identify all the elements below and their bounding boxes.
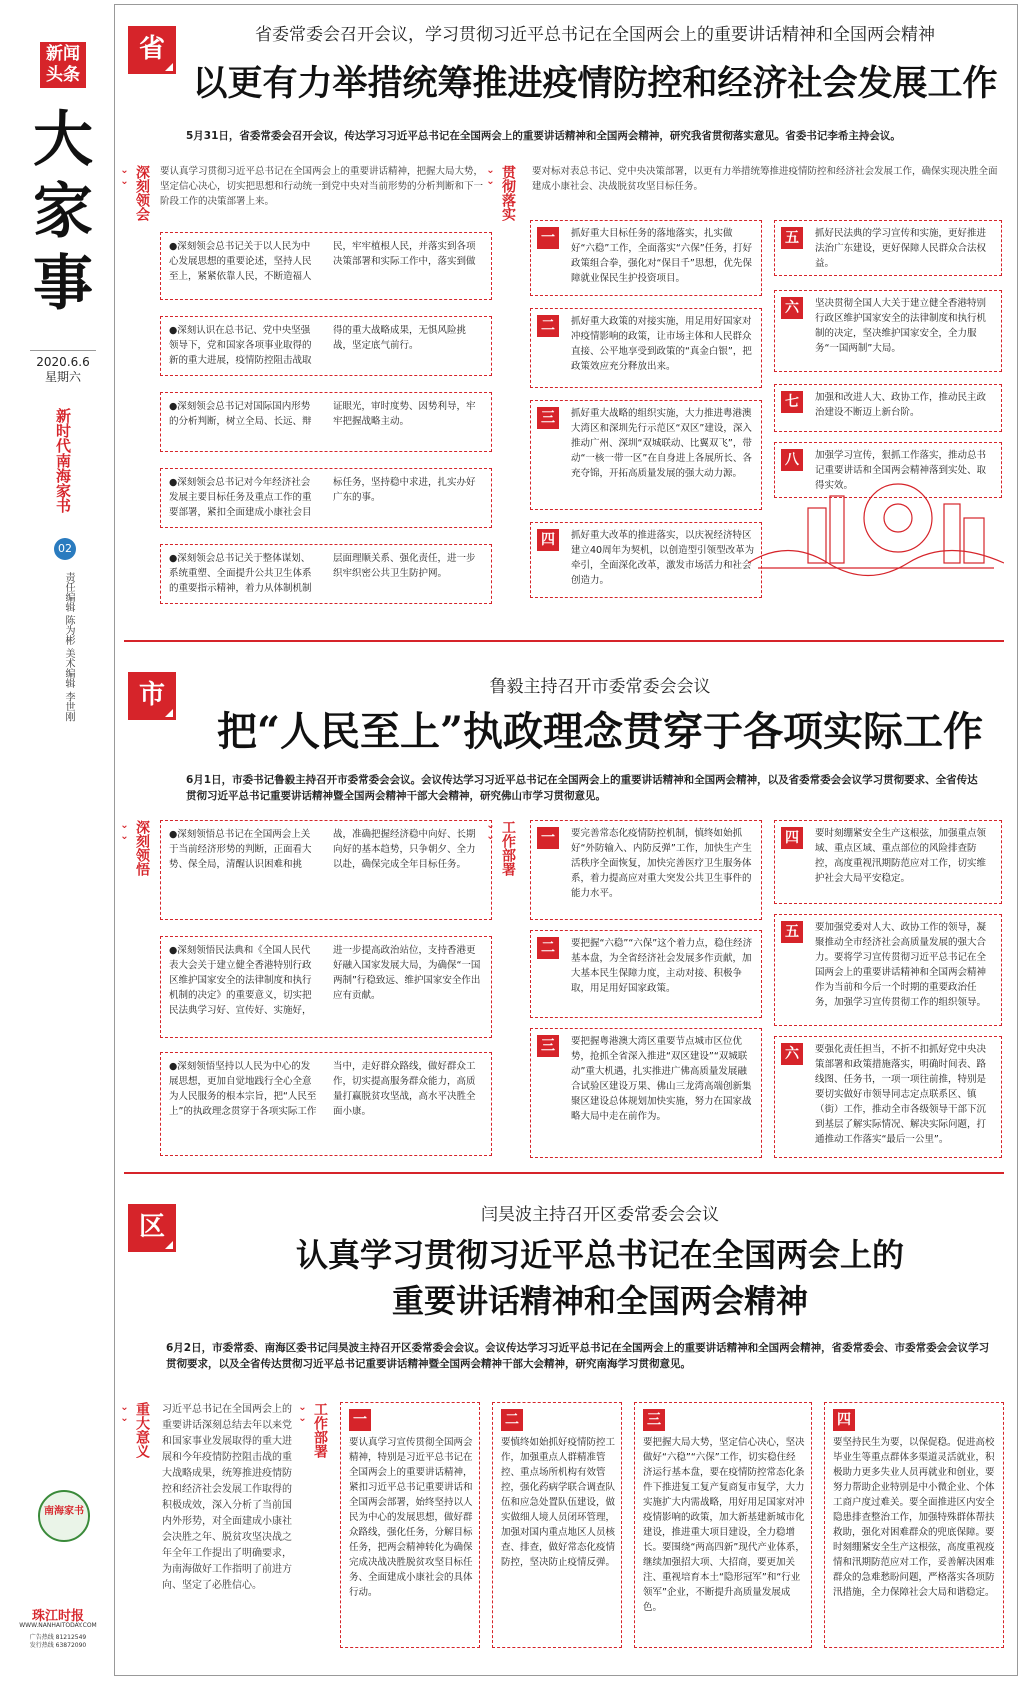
item-text: 要完善常态化疫情防控机制，慎终如始抓好“外防输入、内防反弹”工作，加快生产生活秩序全面恢复，加快完善医疗卫生服务体系，着力提高应对重大突发公共卫生事件的能力水平。 [571, 828, 752, 899]
s1-kicker: 省委常委会召开会议，学习贯彻习近平总书记在全国两会上的重要讲话精神和全国两会精神 [255, 25, 935, 45]
s1-item-5 [774, 220, 1002, 276]
s3-headline-line-2: 重要讲话精神和全国两会精神 [391, 1282, 808, 1320]
item-number: 四 [781, 827, 803, 849]
s2-item-3 [530, 1028, 762, 1158]
s3-left-label: 重大意义 ⌄⌄ [134, 1402, 150, 1458]
s1-right-label: 贯彻落实 ⌄⌄ [500, 165, 516, 221]
s1-item-2 [530, 308, 762, 388]
s3-kicker: 闫昊波主持召开区委常委会会议 [481, 1205, 719, 1225]
item-text: 抓好民法典的学习宣传和实施，更好推进法治广东建设，更好保障人民群众合法权益。 [815, 228, 987, 269]
province-tag: 省 [128, 26, 176, 74]
item-text: 要把握大局大势，坚定信心决心，坚决做好“六稳”“六保”工作，切实稳住经济运行基本盘，要在疫情防控常态化条件下推进复工复产复商复市复学，大力实施扩大内需战略，用好用足国家对冲疫情影响的政策，加大新基建新城市化建设，推进重大项目建设，全力稳增长。要围绕“两高四新”现代产业体系，继续加强招大项、大招商，要更加关注、重视培育本土“隐形冠军”和“行业领军”企业，不断提升高质量发展成色。 [643, 1437, 805, 1613]
item-number: 二 [537, 937, 559, 959]
distribution-hotline: 发行热线 63872090 [29, 1642, 87, 1649]
item-number: 四 [537, 529, 559, 551]
s1-item-1 [530, 220, 762, 296]
item-text: 要时刻绷紧安全生产这根弦，加强重点领域、重点区域、重点部位的风险排查防控，高度重视汛期防范应对工作，切实维护社会大局平安稳定。 [815, 828, 987, 884]
s1-item-3 [530, 400, 762, 510]
s1-left-box-4: ●深刻领会总书记对今年经济社会发展主要目标任务及重点工作的重要部署，紧扣全面建成小康社会目标任务，坚持稳中求进，扎实办好广东的事。 [160, 468, 492, 528]
s1-right-intro: 要对标对表总书记、党中央决策部署，以更有力举措统筹推进疫情防控和经济社会发展工作，确保实现决胜全面建成小康社会、决战脱贫攻坚目标任务。 [532, 166, 998, 192]
s3-item-4 [824, 1402, 1004, 1648]
newspaper-name: 珠江时报 [31, 1609, 84, 1624]
issue-date: 2020.6.6 [30, 350, 96, 369]
s2-item-6 [774, 1036, 1002, 1158]
s1-item-7 [774, 384, 1002, 432]
s2-item-1 [530, 820, 762, 920]
item-text: 要慎终如始抓好疫情防控工作，加强重点人群精准管控、重点场所机构有效管控，强化药病学联合调查队伍和应急处置队伍建设，做实做细人境人员闭环管理，加强对国内重点地区人员核查、排查，做好常态化疫情防控，坚决防止疫情反弹。 [501, 1437, 616, 1568]
s1-left-box-2: ●深刻认识在总书记、党中央坚强领导下，党和国家各项事业取得的新的重大进展，疫情防控阻击战取得的重大战略成果，无惧风险挑战，坚定底气前行。 [160, 316, 492, 376]
s1-lead: 5月31日，省委常委会召开会议，传达学习习近平总书记在全国两会上的重要讲话精神和全国两会精神，研究我省贯彻落实意见。省委书记李希主持会议。 [186, 130, 901, 142]
item-number: 一 [349, 1409, 371, 1431]
city-tag: 市 [128, 672, 176, 720]
item-text: 坚决贯彻全国人大关于建立健全香港特别行政区维护国家安全的法律制度和执行机制的决定，坚决维护国家安全，全力服务“一国两制”大局。 [815, 298, 987, 354]
s3-item-3 [634, 1402, 812, 1648]
section-divider [124, 640, 1004, 642]
section-divider [124, 1172, 1004, 1174]
item-text: 要强化责任担当，不折不扣抓好党中央决策部署和政策措施落实，明确时间表、路线图、任务书，一项一项往前推，特别是要切实做好市领导同志定点联系区、镇（街）工作，推动全市各级领导干部下沉到基层了解实际情况、解决实际问题，打通推动工作落实“最后一公里”。 [815, 1044, 987, 1145]
nanhai-letter-logo [38, 1490, 90, 1542]
s3-item-2 [492, 1402, 622, 1648]
item-number: 三 [537, 1035, 559, 1057]
item-text: 加强和改进人大、政协工作，推动民主政治建设不断迈上新台阶。 [815, 392, 987, 418]
ad-hotline: 广告热线 81212549 [29, 1634, 87, 1641]
s2-item-5 [774, 914, 1002, 1026]
column-name: 新时代南海家书 [54, 408, 72, 513]
s2-item-4 [774, 820, 1002, 904]
item-number: 二 [537, 315, 559, 337]
s3-right-label: 工作部署 ⌄⌄ [312, 1402, 328, 1458]
s3-headline-line-1: 认真学习贯彻习近平总书记在全国两会上的 [295, 1236, 904, 1274]
s1-headline: 以更有力举措统筹推进疫情防控和经济社会发展工作 [192, 63, 998, 104]
item-text: 要坚持民生为要，以保促稳。促进高校毕业生等重点群体多渠道灵活就业，积极助力更多失业人员再就业和创业，要努力帮助企业特别是中小微企业、个体工商户度过难关。要全面推进区内安全隐患排查整治工作，加强特殊群体帮扶救助，强化对困难群众的兜底保障。要时刻绷紧安全生产这根弦，高度重视疫情和汛期防范应对工作，妥善解决困难群众的急难愁盼问题，严格落实各项防汛措施，全力保障社会大局和谐稳定。 [833, 1437, 995, 1598]
item-text: 抓好重大改革的推进落实，以庆祝经济特区建立40周年为契机，以创造型引领型改革为牵引，全面深化改革，激发市场活力和社会创造力。 [571, 530, 755, 586]
s1-item-6 [774, 290, 1002, 372]
sidebar [0, 0, 108, 1681]
item-number: 六 [781, 1043, 803, 1065]
district-tag: 区 [128, 1204, 176, 1252]
s2-right-label: 工作部署 ⌄⌄ [500, 820, 516, 876]
s1-left-box-3: ●深刻领会总书记对国际国内形势的分析判断，树立全局、长远、辩证眼光，审时度势、因势利导，牢牢把握战略主动。 [160, 392, 492, 452]
s3-lead: 6月2日，市委常委、南海区委书记闫昊波主持召开区委常委会会议。会议传达学习习近平总书记在全国两会上的重要讲话精神和全国两会精神，省委常委会、市委常委会会议学习贯彻要求，以及全省传达贯彻习近平总书记重要讲话精神暨全国两会精神干部大会精神，研究南海学习贯彻意见。 [166, 1342, 990, 1370]
editors-credit: 责任编辑 陈为彬 美术编辑 李世刚 [63, 572, 74, 722]
item-text: 要认真学习宣传贯彻全国两会精神，特别是习近平总书记在全国两会上的重要讲话精神，紧扣习近平总书记重要讲话和全国两会部署，始终坚持以人民为中心的发展思想，做好群众路线，强化任务，分解目标任务，把两会精神转化为确保完成决战决胜脱贫攻坚目标任务、全面建成小康社会的具体行动。 [349, 1437, 473, 1598]
item-number: 二 [501, 1409, 523, 1431]
item-number: 一 [537, 227, 559, 249]
s2-lead: 6月1日，市委书记鲁毅主持召开市委常委会会议。会议传达学习习近平总书记在全国两会上的重要讲话精神和全国两会精神，以及省委常委会会议学习贯彻要求、全省传达贯彻习近平总书记重要讲话精神暨全国两会精神干部大会精神，研究佛山市学习贯彻意见。 [186, 774, 978, 802]
item-number: 五 [781, 921, 803, 943]
item-number: 七 [781, 391, 803, 413]
item-text: 要把握粤港澳大湾区重要节点城市区位优势，抢抓全省深入推进“双区建设”“双城联动”重大机遇，扎实推进广佛高质量发展融合试验区建设万果、佛山三龙湾高端创新集聚区建设总体规划加快实施，努力在国家战略大局中走在前作为。 [571, 1036, 752, 1122]
s1-left-box-1: ●深刻领会总书记关于以人民为中心发展思想的重要论述，坚持人民至上，紧紧依靠人民，不断造福人民，牢牢植根人民，并落实到各项决策部署和实际工作中，落实到做 [160, 232, 492, 300]
nanhai-letter-label: 南海家书 [44, 1506, 84, 1517]
page-number: 02 [54, 538, 76, 560]
s2-item-2 [530, 930, 762, 1018]
item-text: 要加强党委对人大、政协工作的领导，凝聚推动全市经济社会高质量发展的强大合力。要将学习宣传贯彻习近平总书记在全国两会上的重要讲话精神和全国两会精神作为当前和今后一个时期的重要政治任务，加强学习宣传贯彻工作的组织领导。 [815, 922, 987, 1008]
city-skyline-illustration [748, 468, 1004, 578]
item-text: 抓好重大政策的对接实施，用足用好国家对冲疫情影响的政策，让市场主体和人民群众直接、公平地享受到政策的“真金白银”，把政策效应充分释放出来。 [571, 316, 752, 372]
news-headline-logo: 新闻头条 [40, 42, 86, 88]
s1-item-4 [530, 522, 762, 598]
s2-left-box-2: ●深刻领悟民法典和《全国人民代表大会关于建立健全香港特别行政区维护国家安全的法律制度和执行机制的决定》的重要意义，切实把民法典学习好、宣传好、实施好，进一步提高政治站位，支持香港更好融入国家发展大局，为确保“一国两制”行稳致远、维护国家安全作出应有贡献。 [160, 936, 492, 1038]
item-text: 加强学习宣传，狠抓工作落实，推动总书记重要讲话和全国两会精神落到实处、取得实效。 [815, 450, 987, 491]
s3-item-1 [340, 1402, 480, 1648]
issue-weekday: 星期六 [44, 370, 81, 384]
item-number: 四 [833, 1409, 855, 1431]
item-text: 抓好重大目标任务的落地落实，扎实做好“六稳”工作，全面落实“六保”任务，打好政策组合拳，强化对“保目千”思想，优先保障就业保民生护投资项目。 [571, 228, 753, 284]
item-text: 抓好重大战略的组织实施，大力推进粤港澳大湾区和深圳先行示范区“双区”建设，深入推动广州、深圳“双城联动、比翼双飞”，带动“一核一带一区”在自身进上各展所长、各充夺锦，开拓高质量发展的强大动力源。 [571, 408, 752, 479]
newspaper-url: WWW.NANHAITODAY.COM [19, 1622, 97, 1629]
s2-left-label: 深刻领悟 ⌄⌄ [134, 820, 150, 876]
item-number: 一 [537, 827, 559, 849]
s1-left-intro: 要认真学习贯彻习近平总书记在全国两会上的重要讲话精神，把握大局大势，坚定信心决心，切实把思想和行动统一到党中央对当前形势的分析判断和下一阶段工作的决策部署上来。 [160, 166, 484, 207]
s1-left-box-5: ●深刻领会总书记关于整体谋划、系统重塑、全面提升公共卫生体系的重要指示精神，着力从体制机制层面理顺关系、强化责任，进一步织牢织密公共卫生防护网。 [160, 544, 492, 604]
item-number: 三 [537, 407, 559, 429]
section-title: 大家事 [33, 105, 93, 319]
item-number: 八 [781, 449, 803, 471]
s3-left-intro: 习近平总书记在全国两会上的重要讲话深刻总结去年以来党和国家事业发展取得的重大进展和今年疫情防控阻击战的重大战略成果，统筹推进疫情防控和经济社会发展工作取得的积极成效，深入分析了当前国内外形势，对全面建成小康社会决胜之年、脱贫攻坚决战之年全年工作提出了明确要求，为南海做好工作指明了前进方向、坚定了必胜信心。 [162, 1404, 292, 1591]
s1-left-label: 深刻领会 ⌄⌄ [134, 165, 150, 221]
s2-left-box-1: ●深刻领悟总书记在全国两会上关于当前经济形势的判断，正面看大势、保全局，清醒认识困难和挑战，准确把握经济稳中向好、长期向好的基本趋势，只争朝夕、全力以赴，确保完成全年目标任务。 [160, 820, 492, 920]
s2-headline: 把“人民至上”执政理念贯穿于各项实际工作 [216, 708, 983, 755]
item-number: 六 [781, 297, 803, 319]
s2-kicker: 鲁毅主持召开市委常委会会议 [489, 677, 711, 697]
item-number: 三 [643, 1409, 665, 1431]
item-text: 要把握“六稳”“六保”这个着力点，稳住经济基本盘，为全省经济社会发展多作贡献，加大基本民生保障力度，主动对接、积极争取，用足用好国家政策。 [571, 938, 753, 994]
s2-left-box-3: ●深刻领悟坚持以人民为中心的发展思想，更加自觉地践行全心全意为人民服务的根本宗旨，把“人民至上”的执政理念贯穿于各项实际工作当中，走好群众路线，做好群众工作，切实提高服务群众能力，高质量打赢脱贫攻坚战，高水平决胜全面小康。 [160, 1052, 492, 1156]
item-number: 五 [781, 227, 803, 249]
